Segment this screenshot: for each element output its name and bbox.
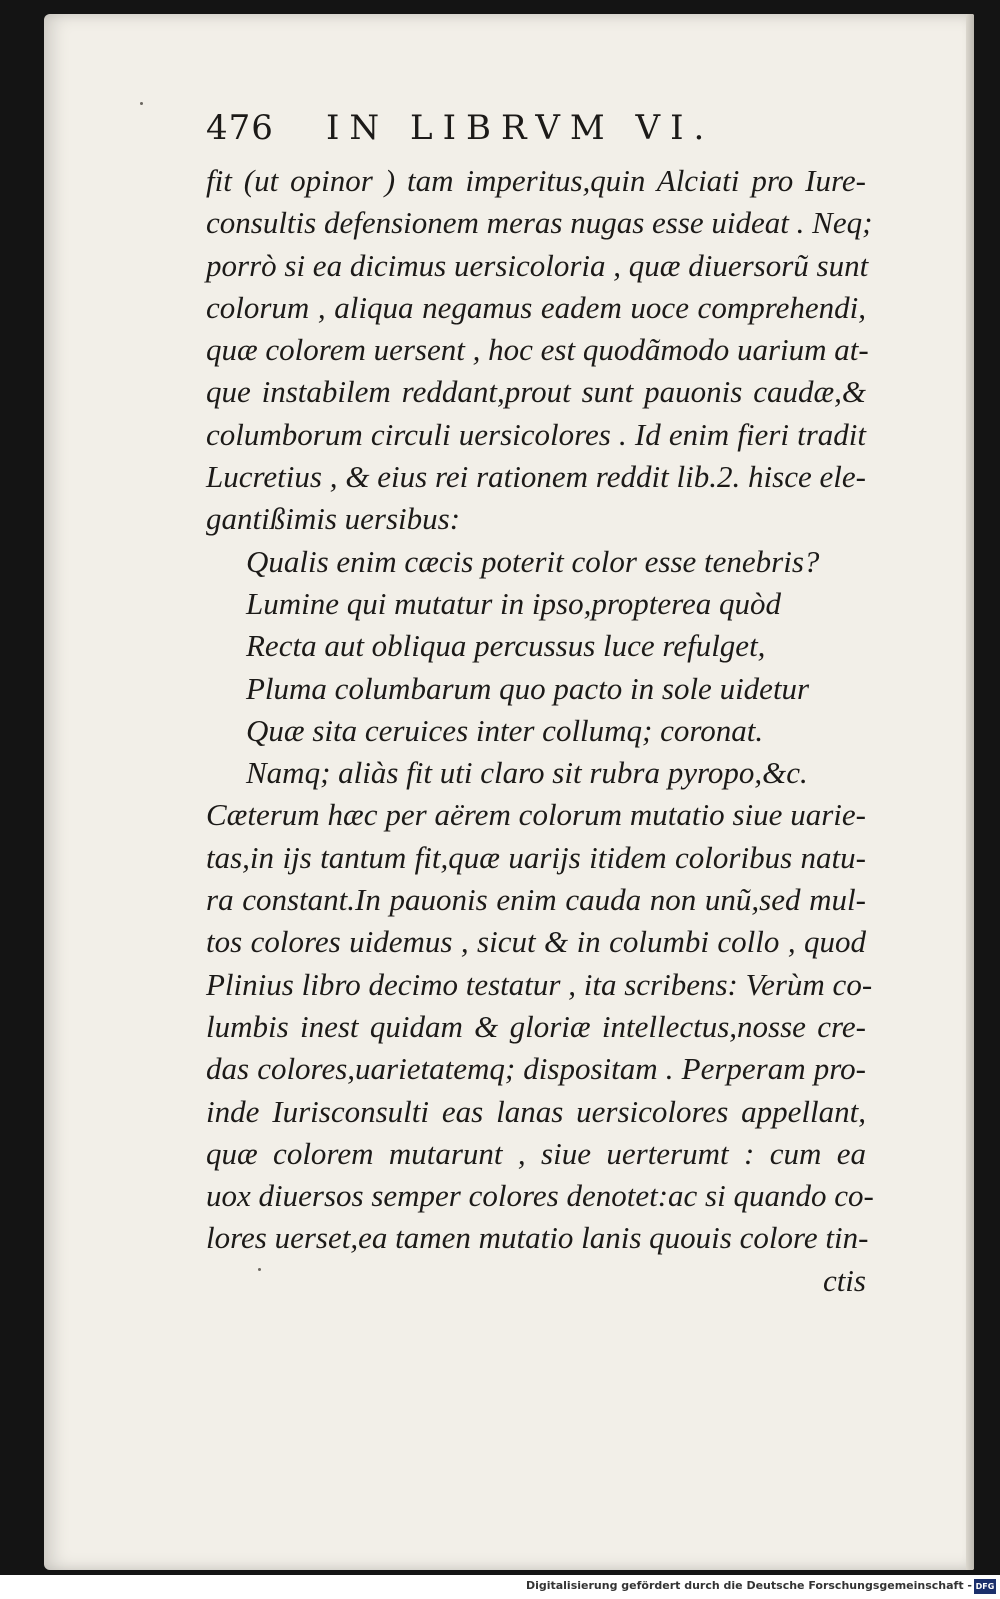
verse-line: Qualis enim cæcis poterit color esse tenebris? — [246, 543, 820, 579]
text-line: tas,in ijs tantum fit,quæ uarijs itidem coloribus natu- — [206, 839, 866, 875]
footer-bar — [0, 1575, 1000, 1599]
verse-line: Recta aut obliqua percussus luce refulget, — [246, 628, 766, 664]
text-line: porrò si ea dicimus uersicoloria , quæ diuersorũ sunt — [206, 247, 869, 283]
verse-line: Namq; aliàs fit uti claro sit rubra pyropo,&c. — [246, 755, 808, 791]
text-line: que instabilem reddant,prout sunt pauonis caudæ,& — [206, 374, 866, 410]
running-title: IN LIBRVM VI. — [326, 108, 715, 148]
verse-line: Pluma columbarum quo pacto in sole uidetur — [246, 670, 810, 706]
page-text — [206, 160, 874, 1302]
text-line: consultis defensionem meras nugas esse uideat . Neq; — [206, 205, 873, 241]
text-line: columborum circuli uersicolores . Id enim fieri tradit — [206, 416, 866, 452]
text-line: inde Iurisconsulti eas lanas uersicolores appellant, — [206, 1093, 866, 1129]
text-line: quæ colorem mutarunt , siue uerterumt : cum ea — [206, 1135, 866, 1171]
running-header — [206, 108, 806, 158]
text-line: das colores,uarietatemq; dispositam . Perperam pro- — [206, 1051, 866, 1087]
funding-credit: Digitalisierung gefördert durch die Deutsche Forschungsgemeinschaft - — [525, 1579, 972, 1592]
ink-speck — [140, 102, 143, 105]
text-line: tos colores uidemus , sicut & in columbi collo , quod — [206, 924, 866, 960]
page-number: 476 — [206, 108, 274, 148]
text-line: Lucretius , & eius rei rationem reddit lib.2. hisce ele- — [206, 459, 866, 495]
page-edge — [966, 14, 974, 1570]
text-line: fit (ut opinor ) tam imperitus,quin Alciati pro Iure- — [206, 163, 866, 198]
text-line: Cæterum hæc per aërem colorum mutatio siue uarie- — [206, 797, 866, 833]
text-line: quæ colorem uersent , hoc est quodãmodo uarium at- — [206, 332, 869, 368]
dfg-logo-icon: DFG — [974, 1579, 996, 1594]
text-line: Plinius libro decimo testatur , ita scribens: Verùm co- — [206, 966, 873, 1002]
catchword: ctis — [822, 1262, 866, 1298]
verse-line: Lumine qui mutatur in ipso,propterea quòd — [246, 585, 782, 621]
text-line: gantißimis uersibus: — [206, 501, 461, 537]
text-line: uox diuersos semper colores denotet:ac si quando co- — [206, 1178, 874, 1214]
text-line: lores uerset,ea tamen mutatio lanis quouis colore tin- — [206, 1220, 869, 1256]
verse-line: Quæ sita ceruices inter collumq; coronat. — [246, 712, 764, 748]
text-line: colorum , aliqua negamus eadem uoce comprehendi, — [206, 289, 866, 325]
text-line: lumbis inest quidam & gloriæ intellectus,nosse cre- — [206, 1008, 866, 1044]
text-line: ra constant.In pauonis enim cauda non unũ,sed mul- — [206, 882, 866, 918]
